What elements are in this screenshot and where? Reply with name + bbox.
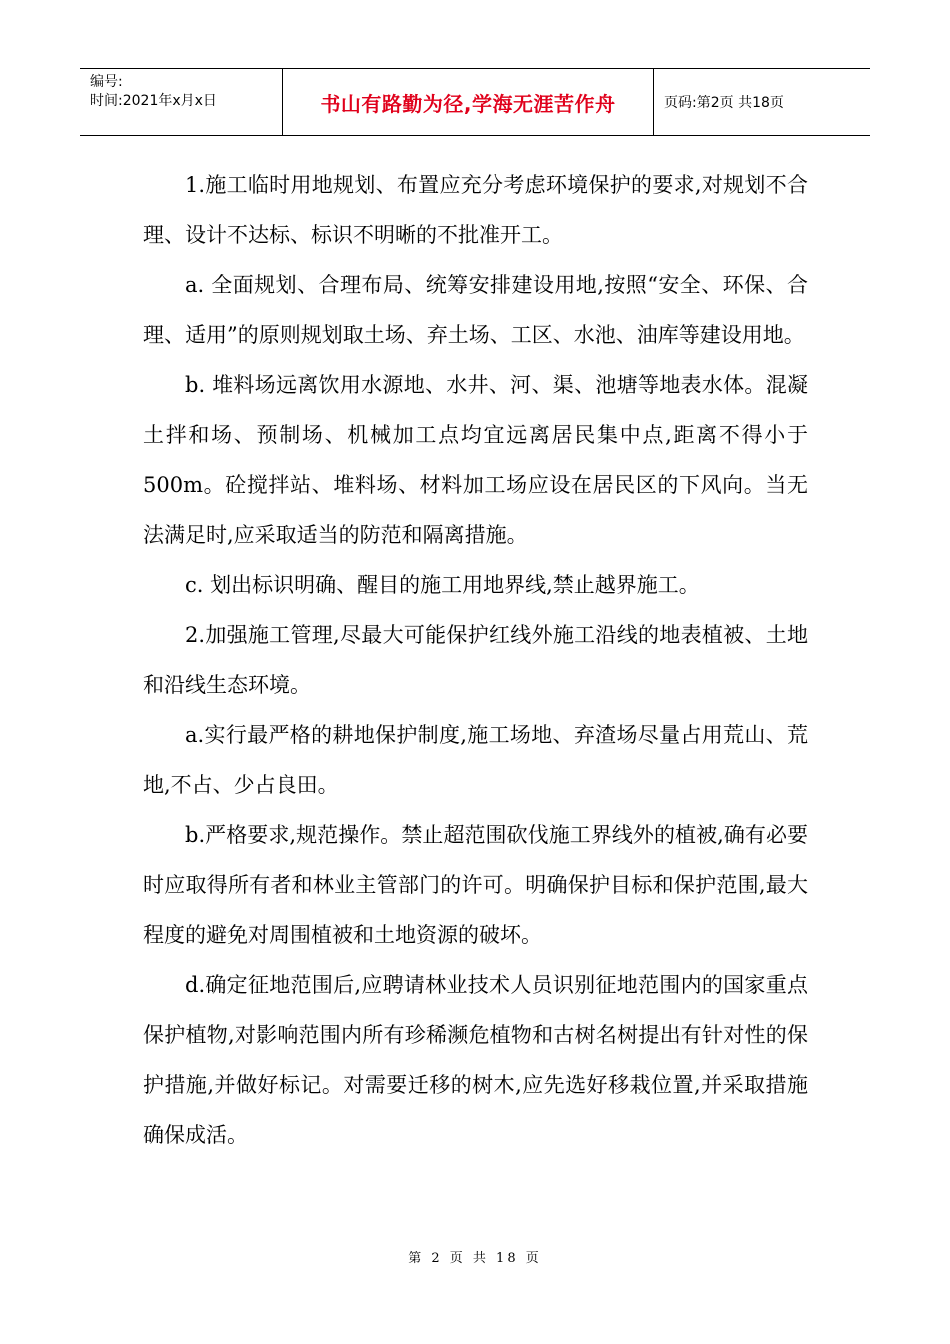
document-number-label: 编号: [90, 74, 123, 90]
page-header [80, 68, 870, 136]
paragraph: 2.加强施工管理,尽最大可能保护红线外施工沿线的地表植被、土地和沿线生态环境。 [143, 623, 808, 697]
header-page-info: 页码:第2页 共18页 [664, 95, 784, 111]
paragraph: d.确定征地范围后,应聘请林业技术人员识别征地范围内的国家重点保护植物,对影响范围内所有珍稀濒危植物和古树名树提出有针对性的保护措施,并做好标记。对需要迁移的树木,应先选好移栽位置,并采取措施确保成活。 [143, 973, 808, 1147]
paragraph: b. 堆料场远离饮用水源地、水井、河、渠、池塘等地表水体。混凝土拌和场、预制场、机械加工点均宜远离居民集中点,距离不得小于500m。砼搅拌站、堆料场、材料加工场应设在居民区的下风向。当无法满足时,应采取适当的防范和隔离措施。 [143, 373, 808, 547]
document-body [143, 160, 808, 1160]
page-footer: 第 2 页 共 18 页 [408, 1251, 542, 1266]
paragraph: 1.施工临时用地规划、布置应充分考虑环境保护的要求,对规划不合理、设计不达标、标识不明晰的不批准开工。 [143, 173, 808, 247]
header-meta-cell [80, 69, 283, 135]
paragraph: b.严格要求,规范操作。禁止超范围砍伐施工界线外的植被,确有必要时应取得所有者和林业主管部门的许可。明确保护目标和保护范围,最大程度的避免对周围植被和土地资源的破坏。 [143, 823, 808, 947]
paragraph: c. 划出标识明确、醒目的施工用地界线,禁止越界施工。 [185, 573, 700, 597]
paragraph: a. 全面规划、合理布局、统筹安排建设用地,按照“安全、环保、合理、适用”的原则规划取土场、弃土场、工区、水池、油库等建设用地。 [143, 273, 808, 347]
paragraph: a.实行最严格的耕地保护制度,施工场地、弃渣场尽量占用荒山、荒地,不占、少占良田。 [143, 723, 808, 797]
document-time-label: 时间:2021年x月x日 [90, 93, 217, 109]
header-motto: 书山有路勤为径,学海无涯苦作舟 [283, 69, 654, 135]
